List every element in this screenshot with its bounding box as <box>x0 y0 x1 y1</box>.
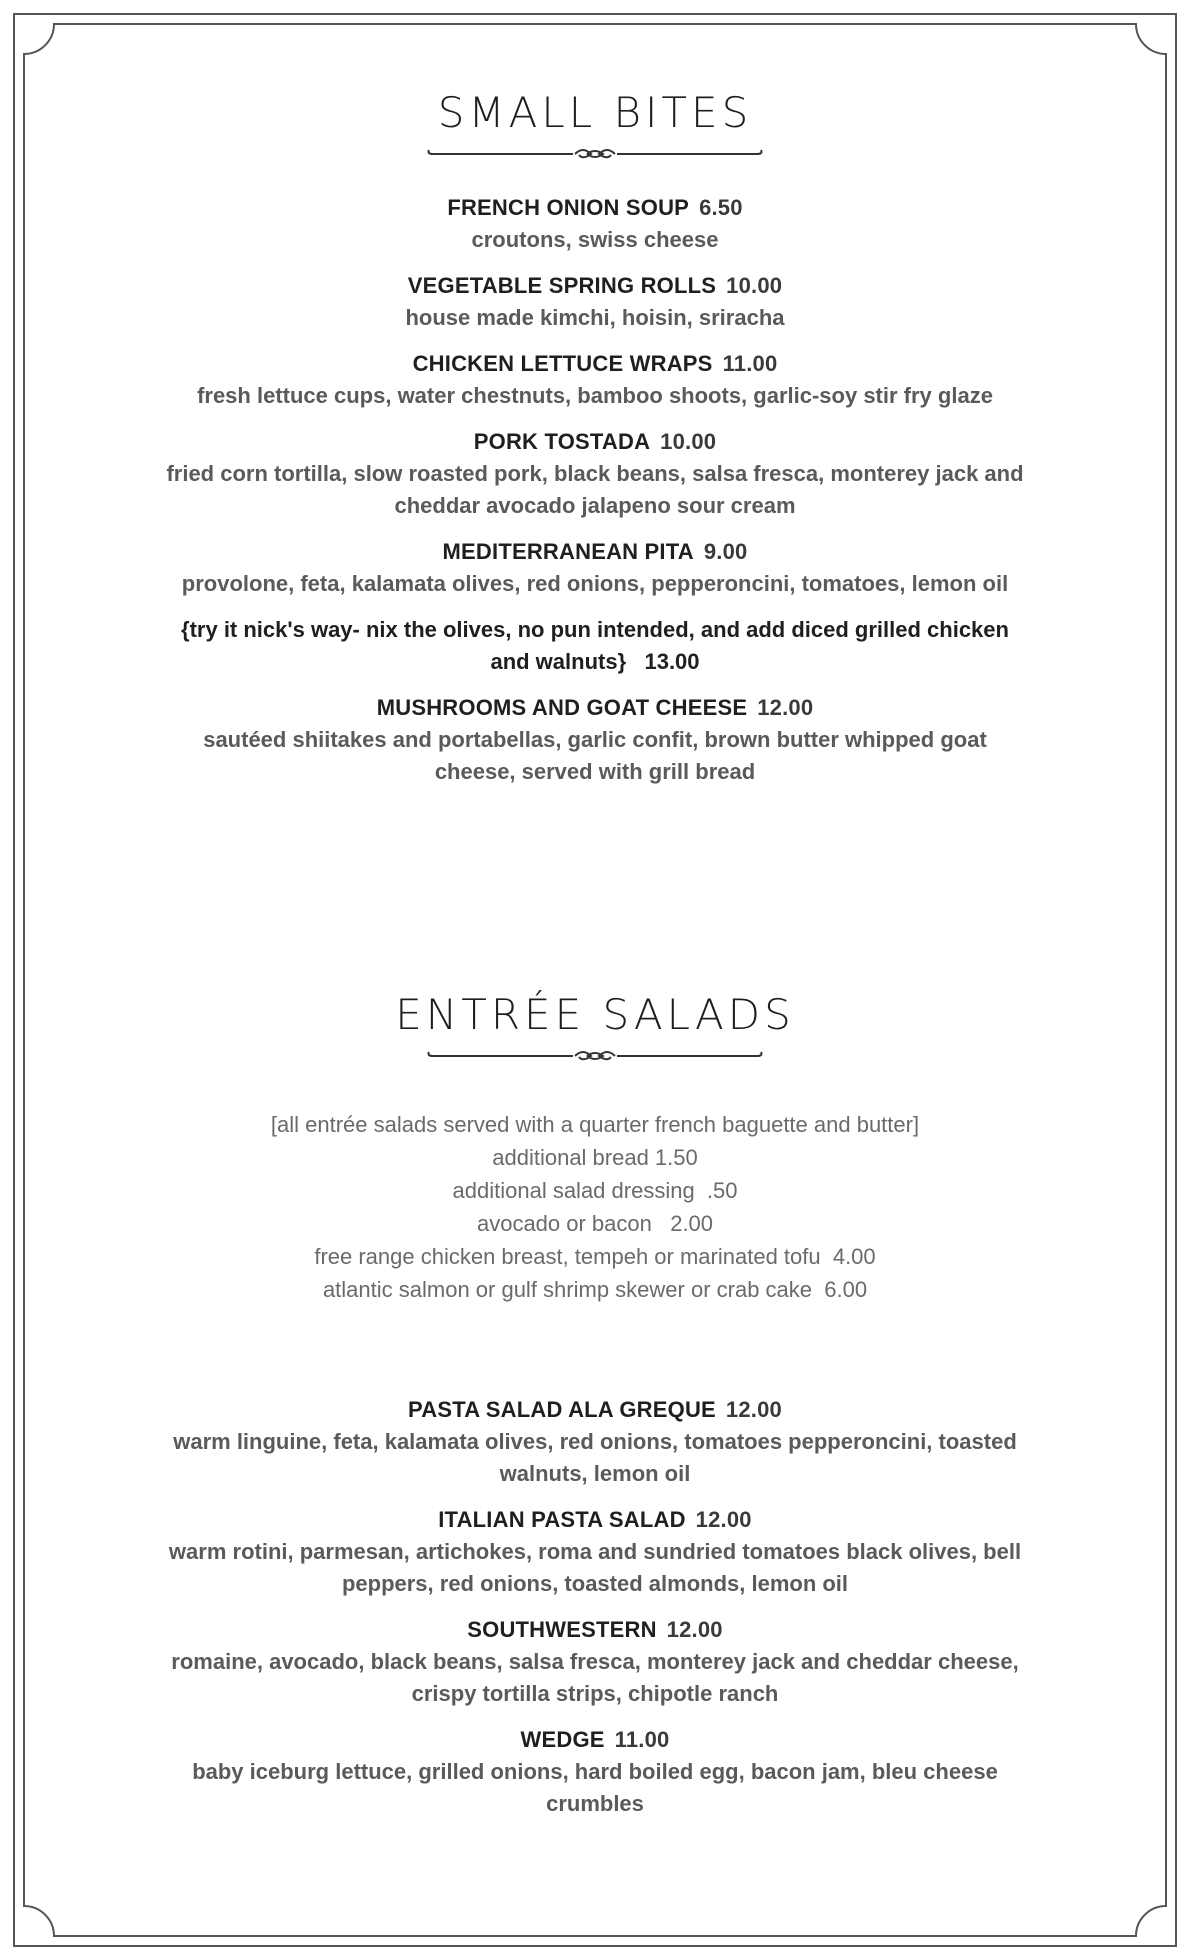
menu-item <box>160 1504 1030 1600</box>
menu-item <box>160 1724 1030 1820</box>
addon-line: [all entrée salads served with a quarter french baguette and butter] <box>270 1112 920 1137</box>
entree-salads-title: ENTRÉE SALADS <box>395 990 795 1039</box>
item-price: 12.00 <box>666 1617 723 1642</box>
item-description: romaine, avocado, black beans, salsa fresca, monterey jack and cheddar cheese, crispy tortilla strips, chipotle ranch <box>171 1649 1019 1706</box>
menu-item <box>160 270 1030 334</box>
item-price: 9.00 <box>703 539 748 564</box>
item-name: CHICKEN LETTUCE WRAPS <box>412 351 713 376</box>
item-price: 10.00 <box>726 273 783 298</box>
item-description: baby iceburg lettuce, grilled onions, hard boiled egg, bacon jam, bleu cheese crumbles <box>192 1759 998 1816</box>
menu-item <box>160 1614 1030 1710</box>
item-name: MUSHROOMS AND GOAT CHEESE <box>376 695 748 720</box>
menu-item <box>160 536 1030 600</box>
item-description: croutons, swiss cheese <box>471 227 719 252</box>
menu-item <box>160 426 1030 522</box>
addon-line: avocado or bacon 2.00 <box>476 1211 714 1236</box>
item-description: provolone, feta, kalamata olives, red onions, pepperoncini, tomatoes, lemon oil <box>181 571 1009 596</box>
item-name: ITALIAN PASTA SALAD <box>438 1507 686 1532</box>
item-description: sautéed shiitakes and portabellas, garlic confit, brown butter whipped goat cheese, served with grill bread <box>203 727 987 784</box>
divider-flourish-icon <box>425 1044 765 1064</box>
item-name: PORK TOSTADA <box>473 429 651 454</box>
menu-item <box>160 192 1030 256</box>
nicks-way-note: {try it nick's way- nix the olives, no pun intended, and add diced grilled chicken and walnuts} 13.00 <box>181 617 1016 674</box>
addon-line: additional salad dressing .50 <box>452 1178 738 1203</box>
addon-line: additional bread 1.50 <box>492 1145 698 1170</box>
salad-addons <box>160 1108 1030 1306</box>
item-description: warm rotini, parmesan, artichokes, roma and sundried tomatoes black olives, bell peppers, red onions, toasted almonds, lemon oil <box>168 1539 1022 1596</box>
addon-line: free range chicken breast, tempeh or marinated tofu 4.00 <box>314 1244 876 1269</box>
item-name: PASTA SALAD ALA GREQUE <box>408 1397 716 1422</box>
item-price: 11.00 <box>614 1727 670 1752</box>
entree-salads-section <box>160 990 1030 1834</box>
item-name: WEDGE <box>520 1727 605 1752</box>
small-bites-section <box>160 88 1030 802</box>
item-description: warm linguine, feta, kalamata olives, red onions, tomatoes pepperoncini, toasted walnuts, lemon oil <box>173 1429 1017 1486</box>
item-price: 10.00 <box>660 429 717 454</box>
item-name: MEDITERRANEAN PITA <box>442 539 694 564</box>
small-bites-title: SMALL BITES <box>437 88 753 137</box>
item-name: VEGETABLE SPRING ROLLS <box>407 273 717 298</box>
item-price: 12.00 <box>757 695 814 720</box>
addon-line: atlantic salmon or gulf shrimp skewer or crab cake 6.00 <box>322 1277 868 1302</box>
divider-flourish-icon <box>425 142 765 162</box>
item-description: fresh lettuce cups, water chestnuts, bamboo shoots, garlic-soy stir fry glaze <box>197 383 993 408</box>
item-price: 11.00 <box>722 351 778 376</box>
menu-item <box>160 348 1030 412</box>
item-name: SOUTHWESTERN <box>467 1617 657 1642</box>
menu-item <box>160 1394 1030 1490</box>
item-price: 12.00 <box>725 1397 782 1422</box>
item-description: fried corn tortilla, slow roasted pork, black beans, salsa fresca, monterey jack and cheddar avocado jalapeno sour cream <box>166 461 1024 518</box>
menu-item <box>160 692 1030 788</box>
item-name: FRENCH ONION SOUP <box>447 195 690 220</box>
item-price: 12.00 <box>695 1507 752 1532</box>
item-price: 6.50 <box>699 195 743 220</box>
item-description: house made kimchi, hoisin, sriracha <box>405 305 785 330</box>
